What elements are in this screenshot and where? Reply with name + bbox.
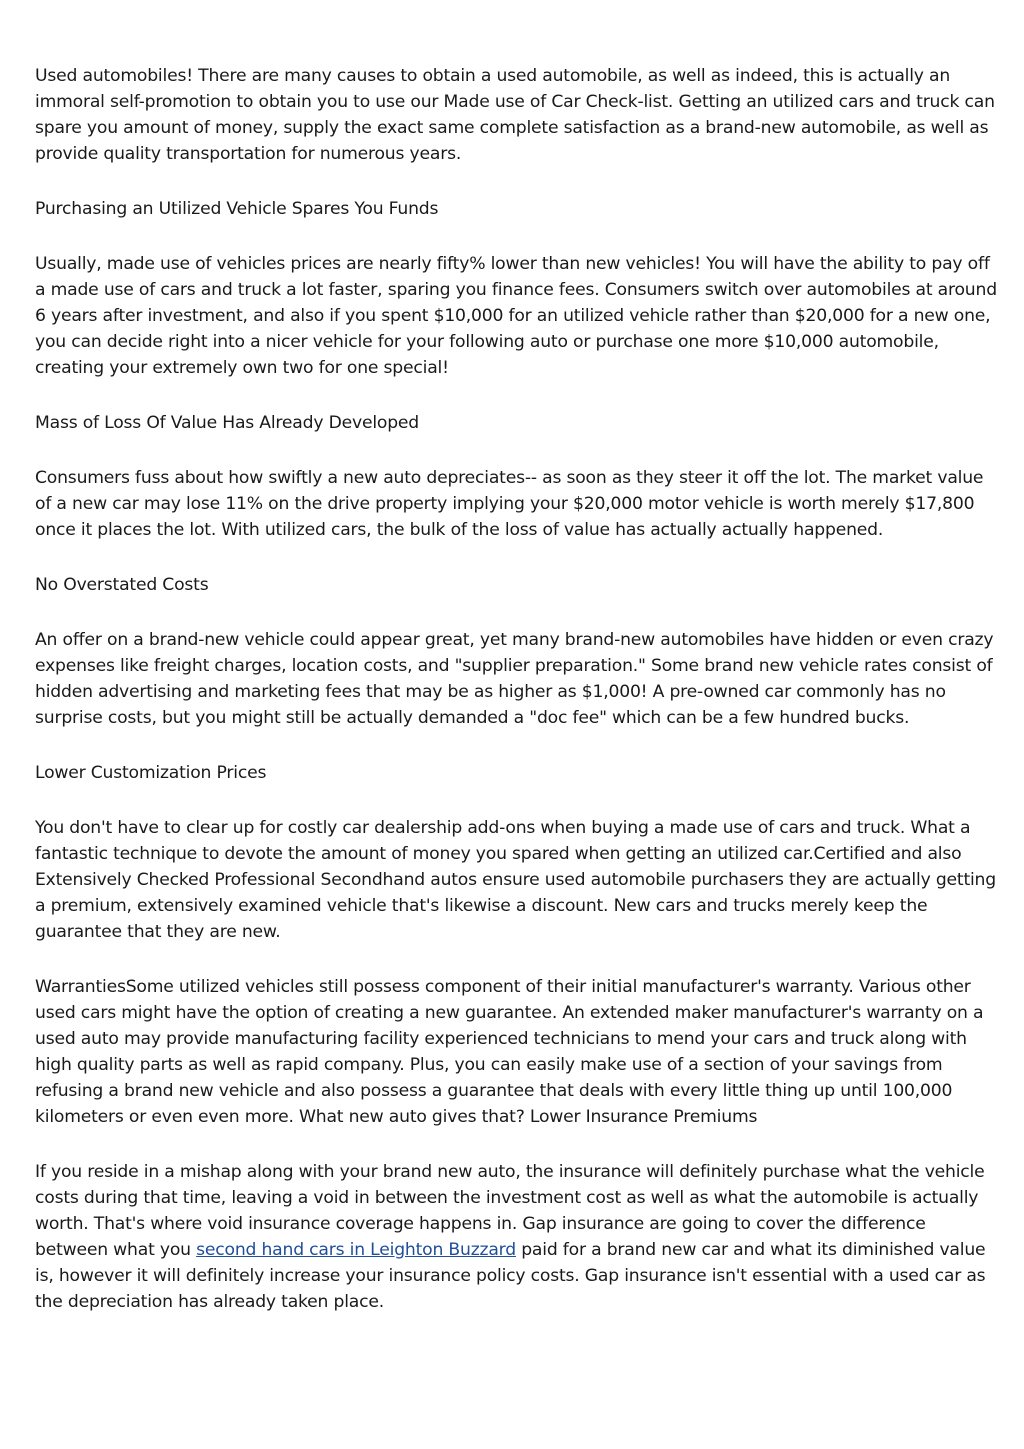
second-hand-cars-link[interactable]: second hand cars in Leighton Buzzard	[196, 1240, 516, 1260]
paragraph-addons: You don't have to clear up for costly car dealership add-ons when buying a made use of cars and truck. What a fantastic technique to devote the amount of money you spared when getting an utilized car.Certified and also Extensively Checked Professional Secondhand autos ensure used automobile purchasers they are actually getting a premium, extensively examined vehicle that's likewise a discount. New cars and trucks merely keep the guarantee that they are new.	[35, 818, 996, 942]
heading-purchasing-used: Purchasing an Utilized Vehicle Spares You Funds	[35, 199, 439, 219]
insurance-text-before: If you reside in a mishap along with your brand new auto, the insurance will definitely purchase what the vehicle costs during that time, leaving a void in between the investment cost as well as what the automobile is actually worth. That's where void insurance coverage happens in. Gap insurance are going to cover the difference between what you	[35, 1162, 985, 1260]
paragraph-hidden-costs: An offer on a brand-new vehicle could appear great, yet many brand-new automobiles have hidden or even crazy expenses like freight charges, location costs, and "supplier preparation." Some brand new vehicle rates consist of hidden advertising and marketing fees that may be as higher as $1,000! A pre-owned car commonly has no surprise costs, but you might still be actually demanded a "doc fee" which can be a few hundred bucks.	[35, 630, 994, 728]
insurance-text-after: paid for a brand new car and what its diminished value is, however it will definitely increase your insurance policy costs. Gap insurance isn't essential with a used car as the depreciation has already taken place.	[35, 1240, 986, 1312]
heading-loss-of-value: Mass of Loss Of Value Has Already Developed	[35, 413, 420, 433]
document-page	[35, 63, 997, 1344]
heading-customization-prices: Lower Customization Prices	[35, 763, 267, 783]
paragraph-insurance	[35, 1159, 997, 1315]
paragraph-depreciation: Consumers fuss about how swiftly a new auto depreciates-- as soon as they steer it off the lot. The market value of a new car may lose 11% on the drive property implying your $20,000 motor vehicle is worth merely $17,800 once it places the lot. With utilized cars, the bulk of the loss of value has actually actually happened.	[35, 468, 984, 540]
heading-overstated-costs: No Overstated Costs	[35, 575, 209, 595]
paragraph-warranties: WarrantiesSome utilized vehicles still possess component of their initial manufacturer's warranty. Various other used cars might have the option of creating a new guarantee. An extended maker manufacturer's warranty on a used auto may provide manufacturing facility experienced technicians to mend your cars and truck along with high quality parts as well as rapid company. Plus, you can easily make use of a section of your savings from refusing a brand new vehicle and also possess a guarantee that deals with every little thing up until 100,000 kilometers or even even more. What new auto gives that? Lower Insurance Premiums	[35, 977, 984, 1127]
paragraph-prices: Usually, made use of vehicles prices are nearly fifty% lower than new vehicles! You will have the ability to pay off a made use of cars and truck a lot faster, sparing you finance fees. Consumers switch over automobiles at around 6 years after investment, and also if you spent $10,000 for an utilized vehicle rather than $20,000 for a new one, you can decide right into a nicer vehicle for your following auto or purchase one more $10,000 automobile, creating your extremely own two for one special!	[35, 254, 997, 378]
paragraph-intro: Used automobiles! There are many causes to obtain a used automobile, as well as indeed, this is actually an immoral self-promotion to obtain you to use our Made use of Car Check-list. Getting an utilized cars and truck can spare you amount of money, supply the exact same complete satisfaction as a brand-new automobile, as well as provide quality transportation for numerous years.	[35, 66, 995, 164]
